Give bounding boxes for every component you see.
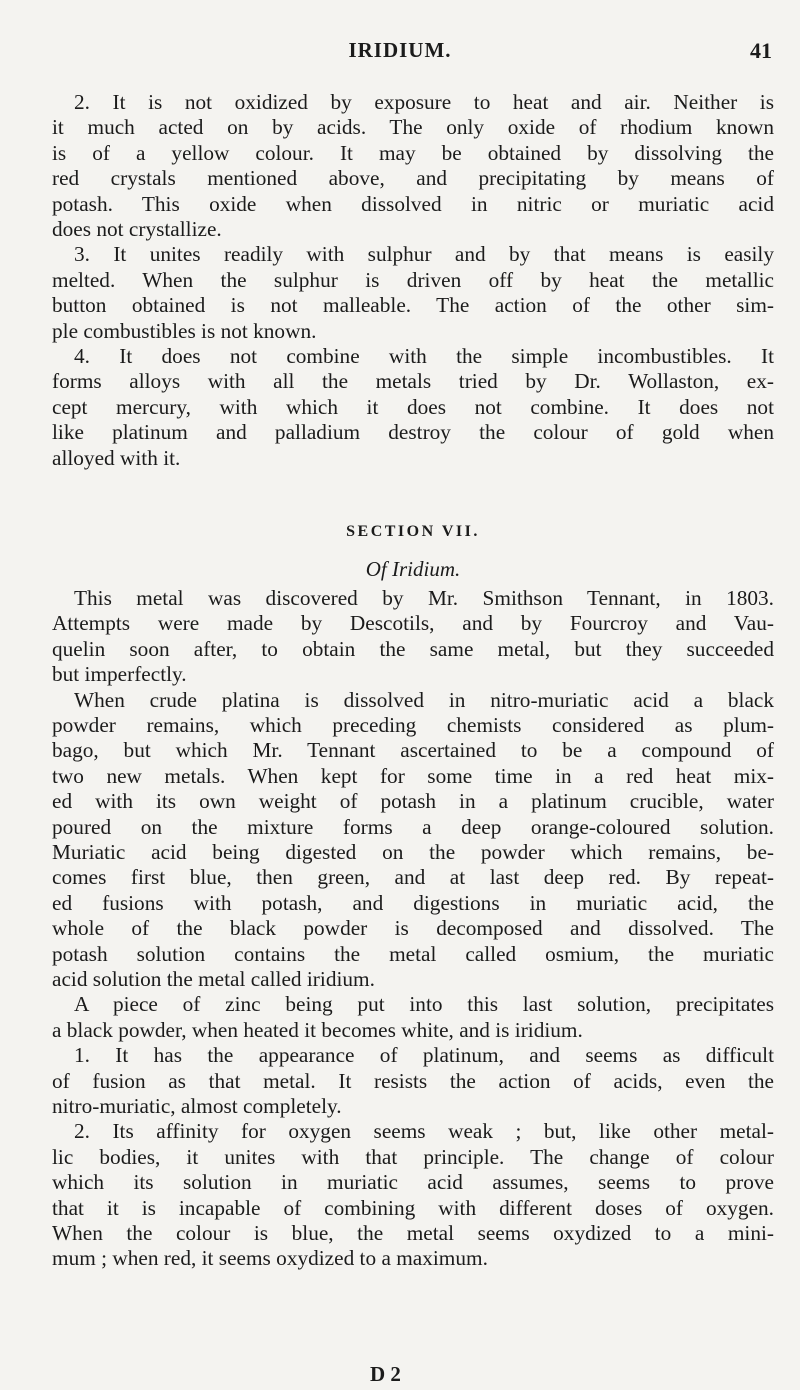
body-text <box>52 90 774 1272</box>
paragraph-sulphur <box>52 242 774 344</box>
paragraph-preparation <box>52 688 774 993</box>
text-line: like platinum and palladium destroy the colour of gold when <box>52 420 774 445</box>
text-line: This metal was discovered by Mr. Smithson Tennant, in 1803. <box>74 585 774 610</box>
text-line: that it is incapable of combining with different doses of oxygen. <box>52 1195 774 1220</box>
text-line: quelin soon after, to obtain the same metal, but they succeeded <box>52 636 774 661</box>
paragraph-zinc <box>52 992 774 1043</box>
paragraph-discovery <box>52 586 774 688</box>
text-line: When crude platina is dissolved in nitro-muriatic acid a black <box>74 687 774 712</box>
text-line: it much acted on by acids. The only oxide of rhodium known <box>52 115 774 140</box>
running-title: IRIDIUM. <box>348 38 452 62</box>
paragraph-appearance <box>52 1043 774 1119</box>
text-line: 2. Its affinity for oxygen seems weak ; but, like other metal- <box>74 1119 774 1144</box>
paragraph-alloys <box>52 344 774 471</box>
section-title: Of Iridium. <box>365 556 461 581</box>
text-line: but imperfectly. <box>52 662 187 687</box>
text-line: button obtained is not malleable. The action of the other sim- <box>52 293 774 318</box>
paragraph-oxidation <box>52 90 774 242</box>
text-line: ple combustibles is not known. <box>52 318 317 343</box>
section-heading: SECTION VII. <box>346 523 480 541</box>
text-line: cept mercury, with which it does not combine. It does not <box>52 394 774 419</box>
text-line: potash. This oxide when dissolved in nitric or muriatic acid <box>52 191 774 216</box>
text-line: mum ; when red, it seems oxydized to a maximum. <box>52 1246 488 1271</box>
text-line: acid solution the metal called iridium. <box>52 967 375 991</box>
text-line: a black powder, when heated it becomes white, and is iridium. <box>52 1017 583 1042</box>
text-line: ed fusions with potash, and digestions in muriatic acid, the <box>52 890 774 915</box>
text-line: whole of the black powder is decomposed and dissolved. The <box>52 916 774 941</box>
text-line: 2. It is not oxidized by exposure to heat and air. Neither is <box>74 90 774 114</box>
signature-mark: D 2 <box>370 1362 401 1386</box>
text-line: lic bodies, it unites with that principle. The change of colour <box>52 1144 774 1169</box>
text-line: does not crystallize. <box>52 217 222 242</box>
text-line: 1. It has the appearance of platinum, and seems as difficult <box>74 1043 774 1068</box>
text-line: powder remains, which preceding chemists considered as plum- <box>52 712 774 737</box>
text-line: which its solution in muriatic acid assumes, seems to prove <box>52 1170 774 1195</box>
text-line: 4. It does not combine with the simple incombustibles. It <box>74 344 774 369</box>
text-line: is of a yellow colour. It may be obtained by dissolving the <box>52 140 774 165</box>
text-line: When the colour is blue, the metal seems oxydized to a mini- <box>52 1221 774 1246</box>
text-line: comes first blue, then green, and at last deep red. By repeat- <box>52 865 774 890</box>
text-line: nitro-muriatic, almost completely. <box>52 1094 342 1119</box>
text-line: 3. It unites readily with sulphur and by that means is easily <box>74 242 774 267</box>
text-line: of fusion as that metal. It resists the action of acids, even the <box>52 1068 774 1093</box>
text-line: alloyed with it. <box>52 445 181 470</box>
page-number: 41 <box>750 38 772 63</box>
text-line: forms alloys with all the metals tried by Dr. Wollaston, ex- <box>52 369 774 394</box>
text-line: melted. When the sulphur is driven off by heat the metallic <box>52 267 774 292</box>
page-header <box>0 38 800 68</box>
text-line: poured on the mixture forms a deep orange-coloured solution. <box>52 814 774 839</box>
text-line: A piece of zinc being put into this last solution, precipitates <box>74 992 774 1017</box>
text-line: Muriatic acid being digested on the powder which remains, be- <box>52 839 774 864</box>
text-line: red crystals mentioned above, and precipitating by means of <box>52 166 774 191</box>
text-line: potash solution contains the metal called osmium, the muriatic <box>52 941 774 966</box>
paragraph-affinity <box>52 1119 774 1271</box>
text-line: two new metals. When kept for some time in a red heat mix- <box>52 763 774 788</box>
text-line: ed with its own weight of potash in a platinum crucible, water <box>52 789 774 814</box>
text-line: Attempts were made by Descotils, and by Fourcroy and Vau- <box>52 611 774 636</box>
text-line: bago, but which Mr. Tennant ascertained to be a compound of <box>52 738 774 763</box>
